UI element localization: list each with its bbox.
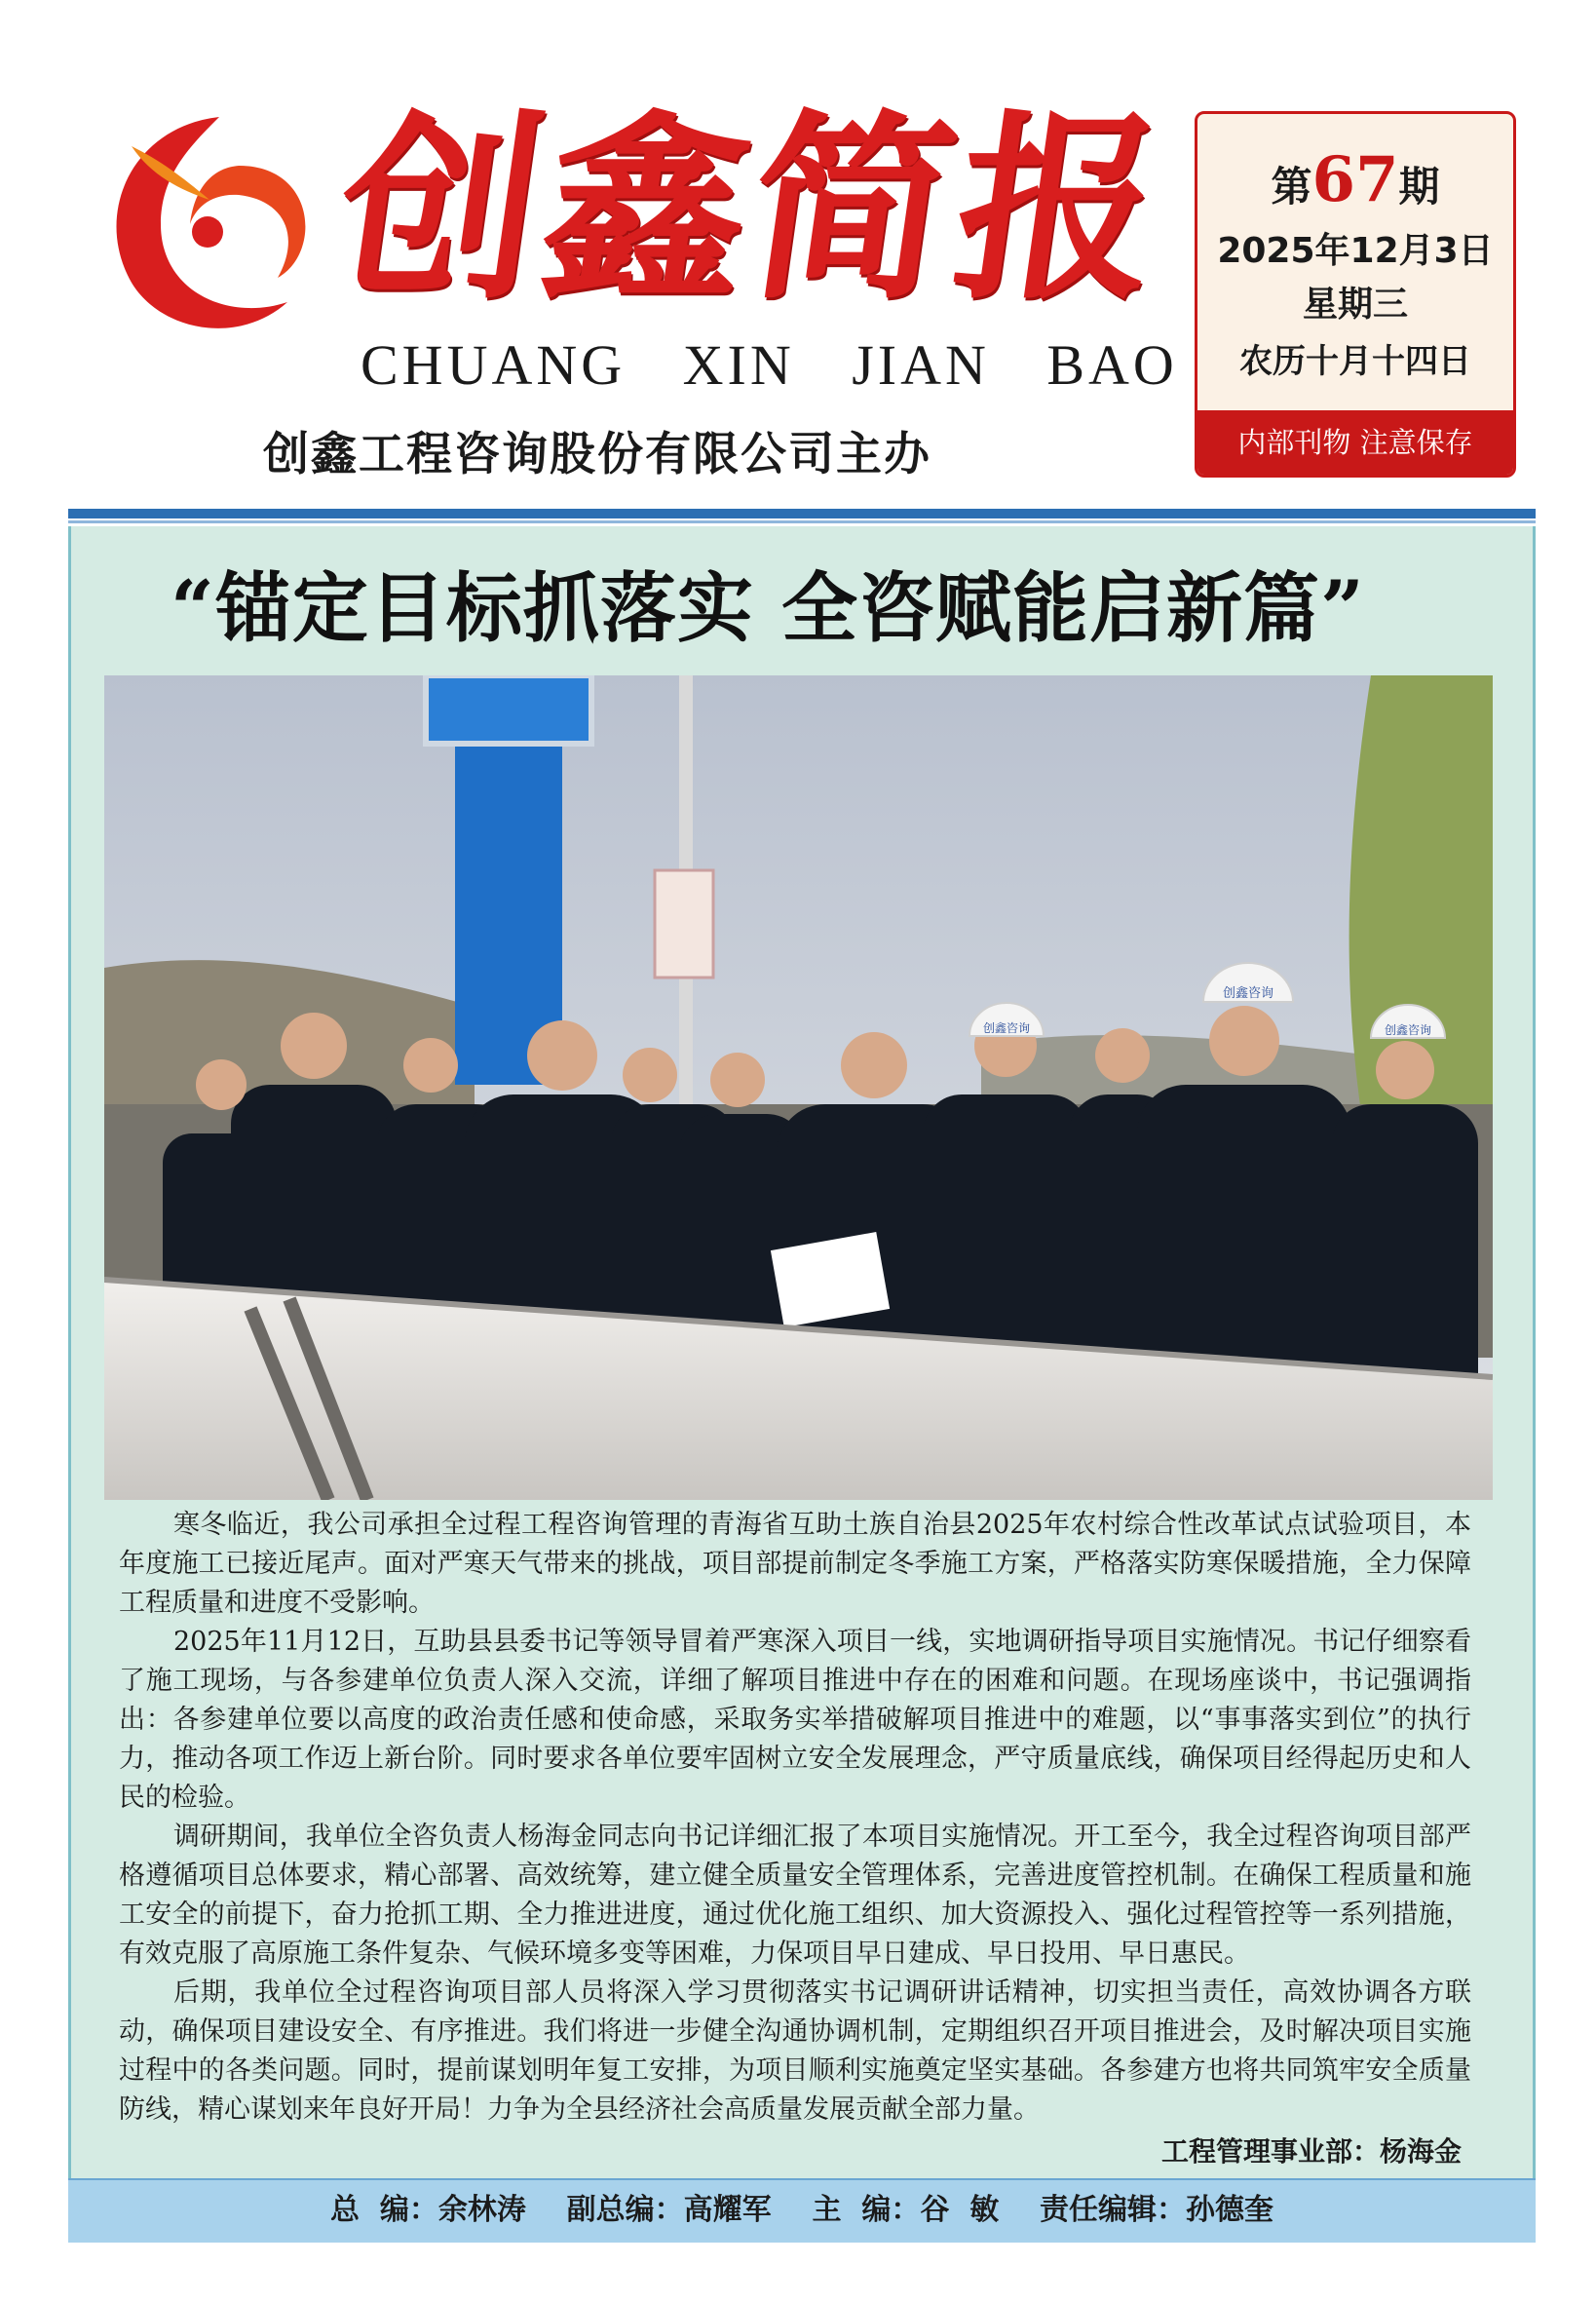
issue-suffix: 期 [1398,163,1440,211]
issue-weekday: 星期三 [1302,285,1408,325]
article-photo [104,675,1493,1500]
article-paragraph: 2025年11月12日，互助县县委书记等领导冒着严寒深入项目一线，实地调研指导项目实施情况。书记仔细察看了施工现场，与各参建单位负责人深入交流，详细了解项目推进中存在的困难和问题。在现场座谈中，书记强调指出：各参建单位要以高度的政治责任感和使命感，采取务实举措破解项目推进中的难题，以“事事落实到位”的执行力，推动各项工作迈上新台阶。同时要求各单位要牢固树立安全发展理念，严守质量底线，确保项目经得起历史和人民的检验。 [119,1627,1471,1813]
masthead-title: 创鑫简报 [324,93,1180,326]
issue-number-value: 67 [1311,143,1399,216]
issue-prefix: 第 [1271,163,1312,211]
editorial-footer: 总 编：余林涛 副总编：高耀军 主 编：谷 敏 责任编辑：孙德奎 [68,2178,1536,2243]
masthead-divider [68,509,1536,518]
article-headline: “锚定目标抓落实 全咨赋能启新篇” [171,564,1365,653]
logo-icon [93,107,326,351]
article-paragraph: 后期，我单位全过程咨询项目部人员将深入学习贯彻落实书记调研讲话精神，切实担当责任，高效协调各方联动，确保项目建设安全、有序推进。我们将进一步健全沟通协调机制，定期组织召开项目推进会，及时解决项目实施过程中的各类问题。同时，提前谋划明年复工安排，为项目顺利实施奠定坚实基础。各参建方也将共同筑牢安全质量防线，精心谋划来年良好开局！力争为全县经济社会高质量发展贡献全部力量。 [119,1977,1471,2125]
sponsor-line: 创鑫工程咨询股份有限公司主办 [263,428,931,481]
masthead-pinyin: CHUANG XIN JIAN BAO [361,333,1178,397]
article-byline: 工程管理事业部：杨海金 [1160,2135,1462,2168]
issue-number [1197,143,1513,216]
masthead-divider-thin [68,520,1536,523]
article-paragraph: 调研期间，我单位全咨负责人杨海金同志向书记详细汇报了本项目实施情况。开工至今，我全过程咨询项目部严格遵循项目总体要求，精心部署、高效统筹，建立健全质量安全管理体系，完善进度管控机制。在确保工程质量和施工安全的前提下，奋力抢抓工期、全力推进进度，通过优化施工组织、加大资源投入、强化过程管控等一系列措施，有效克服了高原施工条件复杂、气候环境多变等困难，力保项目早日建成、早日投用、早日惠民。 [119,1822,1471,1969]
helmet-label-3: 创鑫咨询 [1384,1023,1432,1037]
issue-date: 2025年12月3日 [1217,231,1494,271]
internal-note-badge: 内部刊物 注意保存 [1197,410,1513,475]
article-paragraph: 寒冬临近，我公司承担全过程工程咨询管理的青海省互助土族自治县2025年农村综合性改革试点试验项目，本年度施工已接近尾声。面对严寒天气带来的挑战，项目部提前制定冬季施工方案，严格落实防寒保暖措施，全力保障工程质量和进度不受影响。 [119,1510,1471,1618]
helmet-label-2: 创鑫咨询 [1222,986,1274,1001]
issue-lunar-date: 农历十月十四日 [1239,342,1471,381]
helmet-label-1: 创鑫咨询 [982,1021,1031,1035]
issue-info-box [1195,111,1516,478]
article-body [119,1506,1471,2178]
